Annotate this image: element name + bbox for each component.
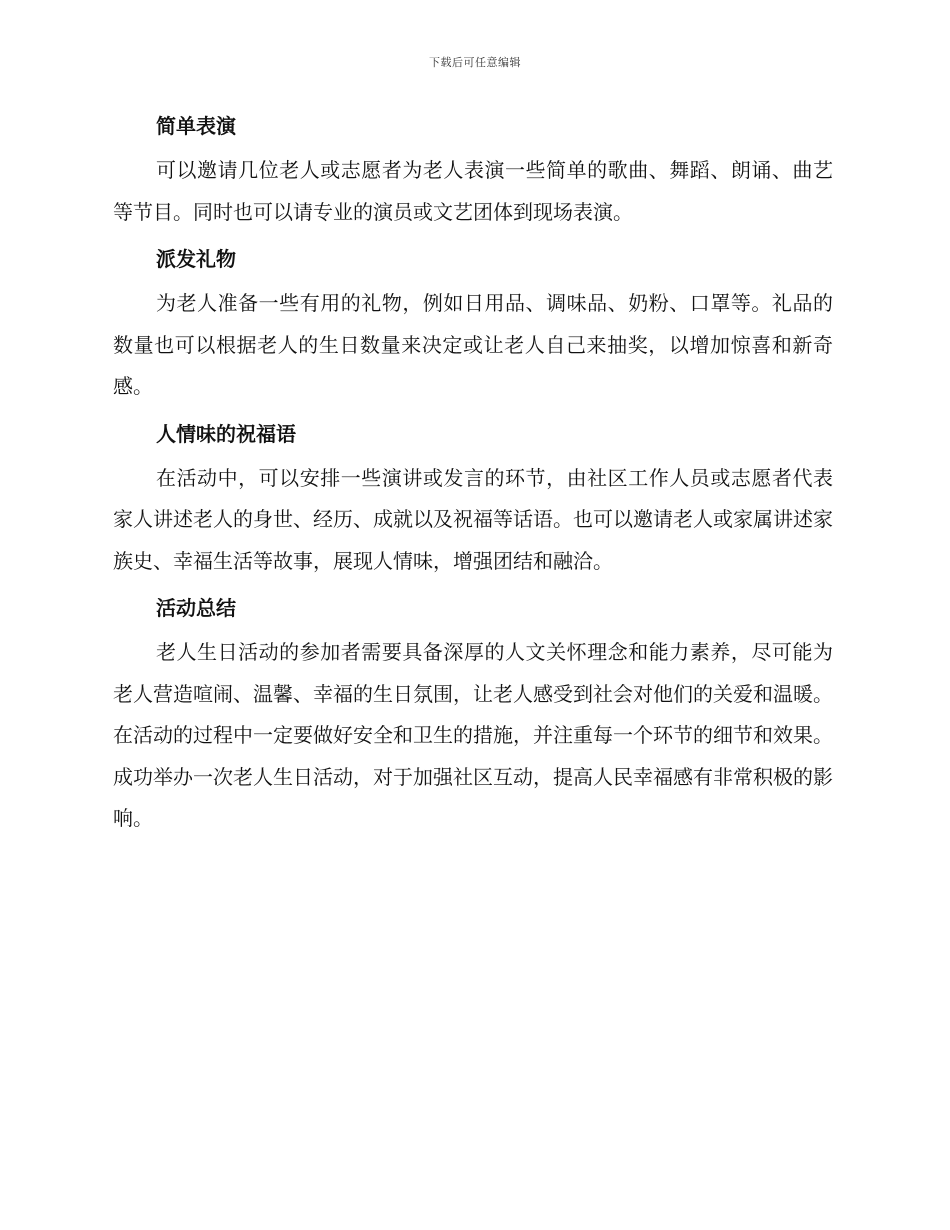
section-paragraph: 老人生日活动的参加者需要具备深厚的人文关怀理念和能力素养，尽可能为老人营造喧闹、温馨、幸福的生日氛围，让老人感受到社会对他们的关爱和温暖。在活动的过程中一定要做好安全和卫生的措施，并注重每一个环节的细节和效果。成功举办一次老人生日活动，对于加强社区互动，提高人民幸福感有非常积极的影响。 (113, 640, 833, 830)
section-paragraph: 为老人准备一些有用的礼物，例如日用品、调味品、奶粉、口罩等。礼品的数量也可以根据老人的生日数量来决定或让老人自己来抽奖，以增加惊喜和新奇感。 (113, 291, 833, 398)
section-summary (113, 590, 833, 840)
section-gift-distribution (113, 241, 833, 408)
header-note: 下载后可任意编辑 (429, 56, 521, 69)
section-heading: 简单表演 (156, 114, 236, 138)
section-paragraph: 在活动中，可以安排一些演讲或发言的环节，由社区工作人员或志愿者代表家人讲述老人的身世、经历、成就以及祝福等话语。也可以邀请老人或家属讲述家族史、幸福生活等故事，展现人情味，增强团结和融洽。 (113, 465, 833, 573)
document-content (113, 108, 833, 848)
section-paragraph: 可以邀请几位老人或志愿者为老人表演一些简单的歌曲、舞蹈、朗诵、曲艺等节目。同时也可以请专业的演员或文艺团体到现场表演。 (113, 158, 833, 224)
section-heading: 派发礼物 (156, 247, 236, 271)
section-heading: 活动总结 (156, 596, 236, 620)
section-simple-performance (113, 108, 833, 233)
section-blessings (113, 416, 833, 583)
section-heading: 人情味的祝福语 (156, 421, 296, 446)
